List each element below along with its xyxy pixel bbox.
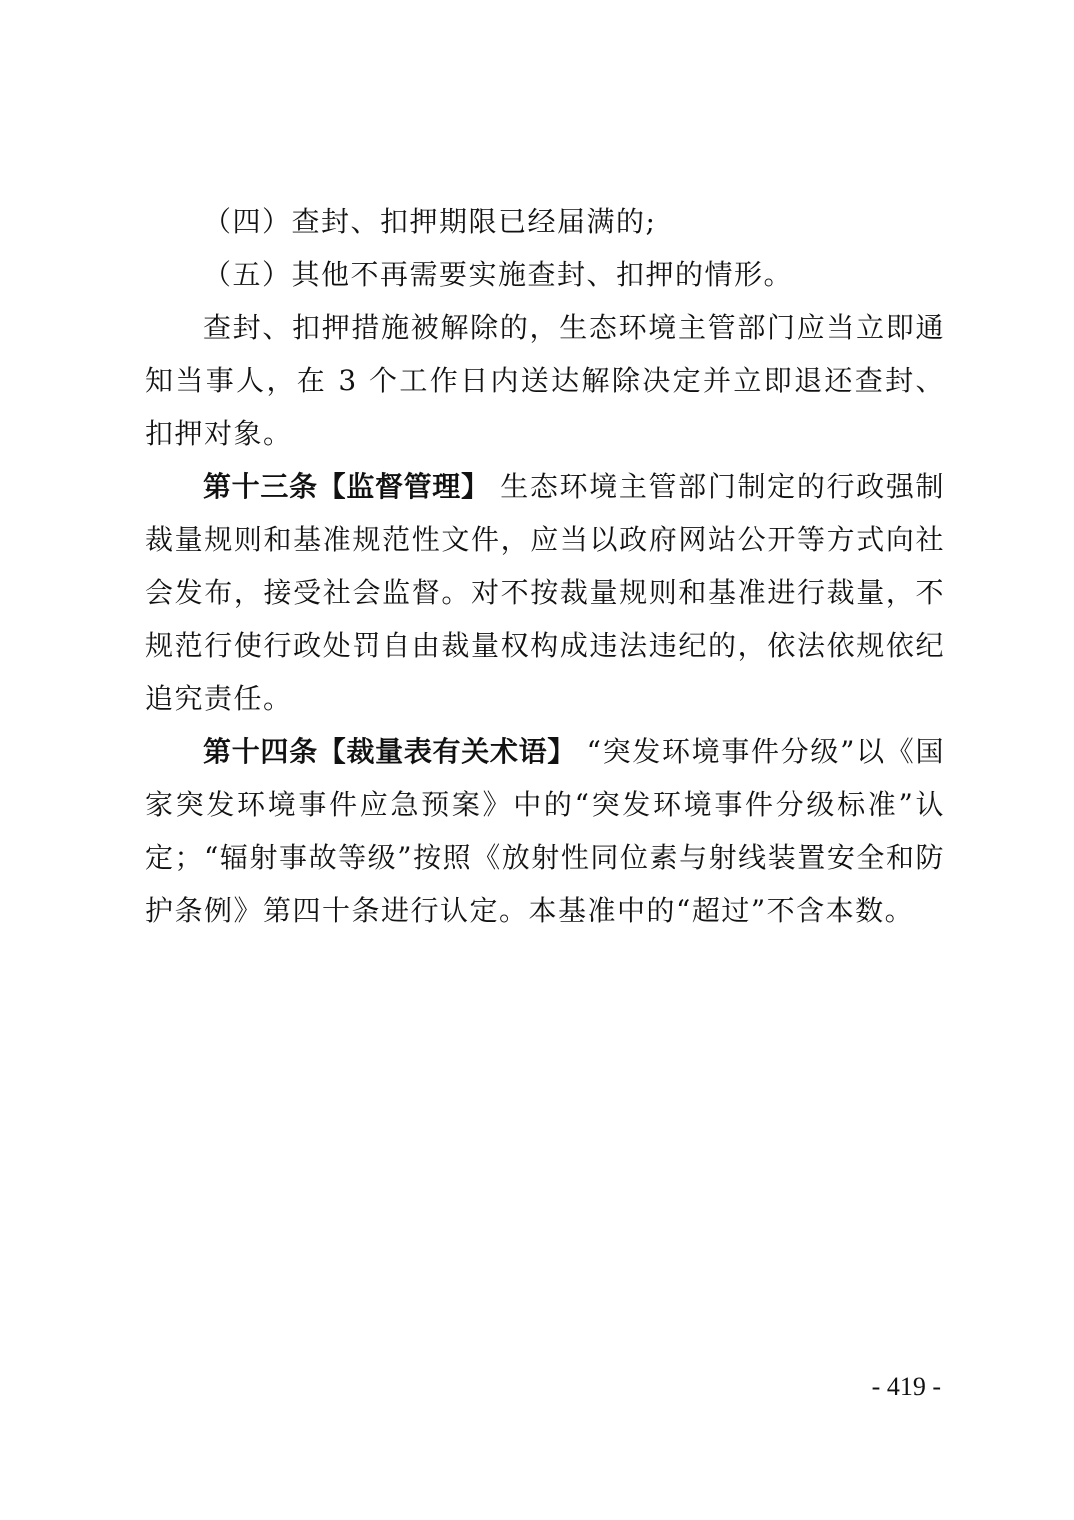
article-14-heading: 第十四条【裁量表有关术语】 [203, 735, 576, 768]
document-body [145, 195, 945, 937]
article-13-heading: 第十三条【监督管理】 [203, 470, 490, 503]
article-14-text: “突发环境事件分级”以《国家突发环境事件应急预案》中的“突发环境事件分级标准”认定；“辐射事故等级”按照《放射性同位素与射线装置安全和防护条例》第四十条进行认定。本基准中的“超过”不含本数。 [145, 735, 945, 927]
paragraph-item-4 [145, 195, 945, 248]
page-number: - 419 - [871, 1372, 941, 1401]
paragraph-release-notice [145, 301, 945, 460]
article-14 [145, 725, 945, 937]
paragraph-item-5 [145, 248, 945, 301]
paragraph-text: （五）其他不再需要实施查封、扣押的情形。 [203, 258, 794, 291]
article-13 [145, 460, 945, 725]
paragraph-text: 查封、扣押措施被解除的，生态环境主管部门应当立即通知当事人，在 3 个工作日内送达解除决定并立即退还查封、扣押对象。 [145, 311, 945, 450]
article-13-text: 生态环境主管部门制定的行政强制裁量规则和基准规范性文件，应当以政府网站公开等方式向社会发布，接受社会监督。对不按裁量规则和基准进行裁量，不规范行使行政处罚自由裁量权构成违法违纪的，依法依规依纪追究责任。 [145, 470, 945, 715]
paragraph-text: （四）查封、扣押期限已经届满的; [203, 205, 657, 238]
